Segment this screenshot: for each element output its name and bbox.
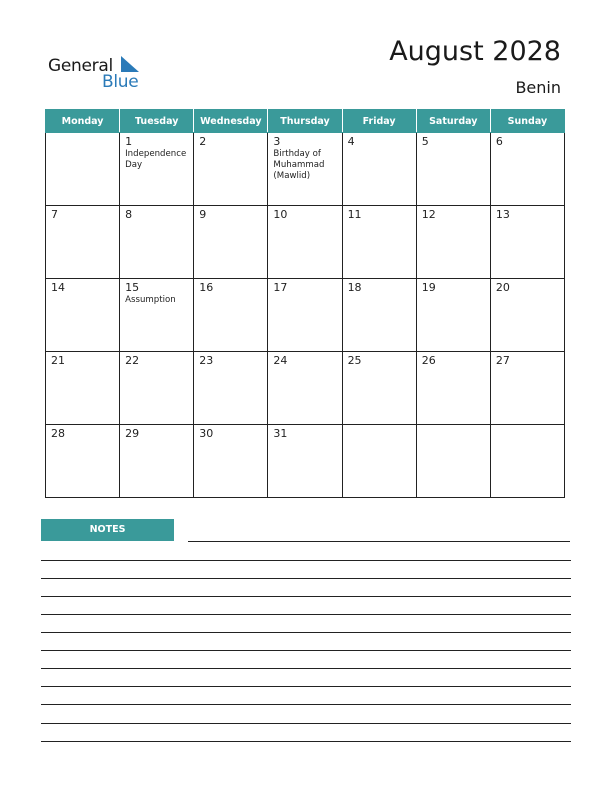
day-cell: [194, 279, 268, 352]
week-row: [46, 133, 565, 206]
day-number: 8: [125, 208, 133, 221]
note-line: [41, 632, 571, 633]
day-cell: [120, 133, 194, 206]
note-line: [41, 686, 571, 687]
country-name: Benin: [515, 78, 561, 97]
day-cell: [268, 279, 342, 352]
day-number: 9: [199, 208, 207, 221]
day-cell: [342, 425, 416, 498]
day-number: 16: [199, 281, 214, 294]
day-number: 1: [125, 135, 133, 148]
day-number: 25: [347, 354, 362, 367]
note-line: [41, 704, 571, 705]
day-number: 31: [273, 427, 288, 440]
day-number: 18: [347, 281, 362, 294]
day-cell: [342, 279, 416, 352]
day-cell: [46, 279, 120, 352]
day-number: 13: [495, 208, 510, 221]
day-cell: [120, 352, 194, 425]
note-line: [41, 723, 571, 724]
day-cell: [120, 425, 194, 498]
day-cell: [490, 425, 564, 498]
weekday-tuesday: Tuesday: [120, 110, 194, 133]
day-number: 11: [347, 208, 362, 221]
day-cell: [490, 279, 564, 352]
day-number: 28: [51, 427, 65, 440]
day-cell: [490, 206, 564, 279]
weekday-saturday: Saturday: [416, 110, 490, 133]
weekday-sunday: Sunday: [490, 110, 564, 133]
note-line: [188, 541, 570, 542]
day-number: 4: [347, 135, 355, 148]
day-number: 23: [199, 354, 214, 367]
note-line: [41, 650, 571, 651]
day-number: 24: [273, 354, 288, 367]
calendar-grid: [45, 109, 565, 498]
day-number: 15: [125, 281, 140, 294]
day-cell: [268, 133, 342, 206]
day-cell: [490, 133, 564, 206]
day-cell: [268, 425, 342, 498]
logo: [48, 52, 148, 92]
day-cell: [268, 352, 342, 425]
day-cell: [342, 133, 416, 206]
day-number: 10: [273, 208, 288, 221]
day-number: 29: [125, 427, 140, 440]
day-cell: [490, 352, 564, 425]
day-number: 27: [495, 354, 510, 367]
day-cell: [342, 206, 416, 279]
day-number: 20: [495, 281, 510, 294]
weekday-monday: Monday: [46, 110, 120, 133]
day-cell: [46, 425, 120, 498]
note-line: [41, 596, 571, 597]
day-number: 19: [421, 281, 436, 294]
holiday-label: Birthday of Muhammad (Mawlid): [273, 149, 325, 181]
day-cell: [194, 133, 268, 206]
day-cell: [194, 352, 268, 425]
note-line: [41, 668, 571, 669]
weekday-wednesday: Wednesday: [194, 110, 268, 133]
weekday-thursday: Thursday: [268, 110, 342, 133]
weekday-header-row: [46, 110, 565, 133]
note-line: [41, 560, 571, 561]
day-cell: [120, 279, 194, 352]
day-number: 26: [421, 354, 436, 367]
holiday-label: Independence Day: [125, 149, 187, 170]
logo-general-text: General: [48, 56, 113, 76]
day-cell: [416, 352, 490, 425]
day-cell: [194, 425, 268, 498]
day-cell: [120, 206, 194, 279]
note-line: [41, 741, 571, 742]
day-number: 6: [495, 135, 503, 148]
calendar-body: [46, 133, 565, 498]
logo-blue-text: Blue: [102, 72, 139, 92]
day-number: 21: [51, 354, 65, 367]
day-number: 12: [421, 208, 436, 221]
week-row: [46, 206, 565, 279]
day-number: 30: [199, 427, 214, 440]
week-row: [46, 425, 565, 498]
day-cell: [416, 279, 490, 352]
day-cell: [416, 206, 490, 279]
day-number: 22: [125, 354, 140, 367]
notes-header: NOTES: [41, 519, 174, 541]
holiday-label: Assumption: [125, 295, 176, 305]
day-number: 2: [199, 135, 207, 148]
day-number: 17: [273, 281, 288, 294]
day-number: 14: [51, 281, 65, 294]
day-cell: [268, 206, 342, 279]
month-title: August 2028: [389, 36, 561, 67]
note-line: [41, 614, 571, 615]
week-row: [46, 279, 565, 352]
day-number: 5: [421, 135, 429, 148]
day-cell: [416, 425, 490, 498]
day-cell: [416, 133, 490, 206]
day-cell: [194, 206, 268, 279]
day-cell: [46, 133, 120, 206]
day-cell: [46, 206, 120, 279]
week-row: [46, 352, 565, 425]
day-cell: [342, 352, 416, 425]
day-number: 7: [51, 208, 58, 221]
day-number: 3: [273, 135, 281, 148]
day-cell: [46, 352, 120, 425]
logo-triangle-icon: [119, 55, 141, 73]
note-line: [41, 578, 571, 579]
weekday-friday: Friday: [342, 110, 416, 133]
